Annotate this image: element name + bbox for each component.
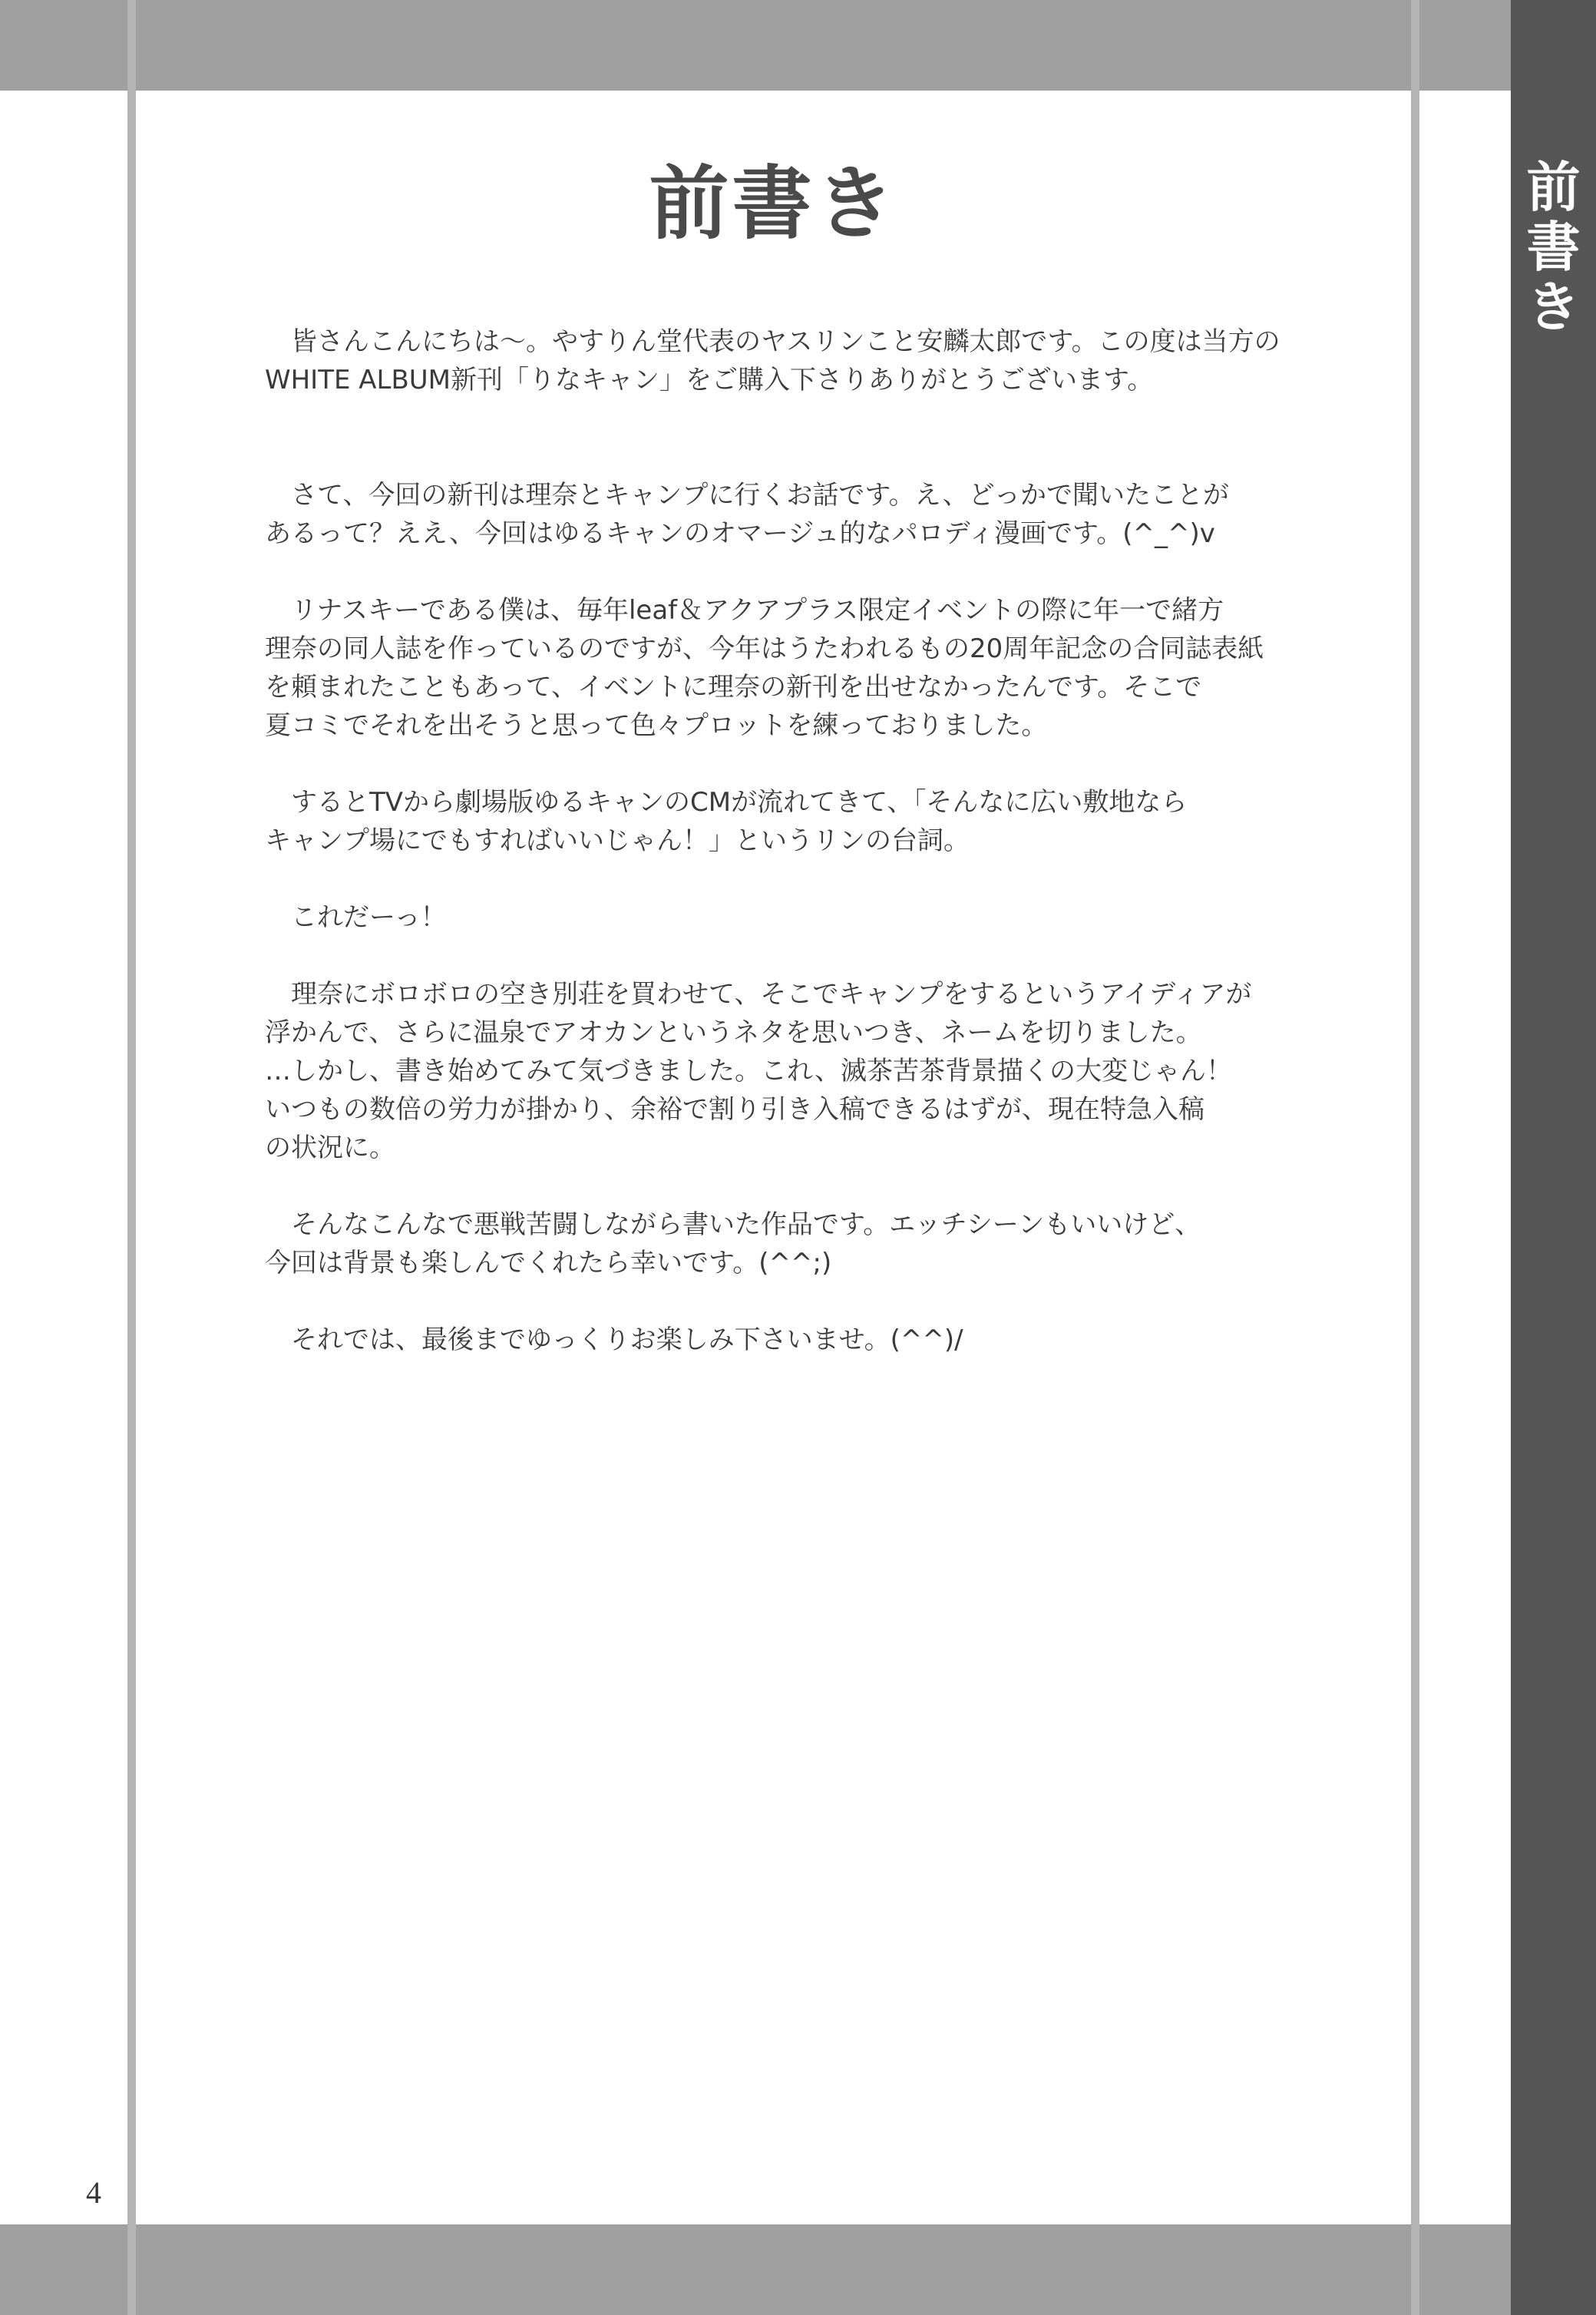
side-decorative-band	[1511, 0, 1596, 2315]
text-line: それでは、最後までゆっくりお楽しみ下さいませ。(^^)/	[265, 1325, 963, 1355]
paragraph	[265, 1321, 1286, 1359]
paragraph	[265, 322, 1286, 399]
top-decorative-band	[0, 0, 1511, 91]
text-line: キャンプ場にでもすればいいじゃん！」というリンの台詞。	[265, 825, 970, 856]
text-line: を頼まれたこともあって、イベントに理奈の新刊を出せなかったんです。そこで	[265, 672, 1202, 703]
text-line: の状況に。	[265, 1133, 395, 1163]
paragraph	[265, 591, 1286, 745]
page-number: 4	[86, 2175, 101, 2210]
page-title: 前書き	[649, 157, 898, 250]
text-line: リナスキーである僕は、毎年leaf＆アクアプラス限定イベントの際に年一で緒方	[265, 595, 1224, 626]
side-title-char: 前	[1526, 156, 1581, 219]
text-line: 理奈にボロボロの空き別荘を買わせて、そこでキャンプをするというアイディアが	[265, 979, 1252, 1010]
text-line: 夏コミでそれを出そうと思って色々プロットを練っておりました。	[265, 710, 1048, 741]
text-line: 皆さんこんにちは～。やすりん堂代表のヤスリンこと安麟太郎です。この度は当方の	[265, 326, 1280, 357]
paragraph	[265, 783, 1286, 860]
text-line: あるって？ええ、今回はゆるキャンのオマージュ的なパロディ漫画です。(^_^)v	[265, 518, 1215, 549]
text-line: するとTVから劇場版ゆるキャンのCMが流れてきて、「そんなに広い敷地なら	[265, 787, 1188, 818]
text-line: 浮かんで、さらに温泉でアオカンというネタを思いつき、ネームを切りました。	[265, 1017, 1202, 1048]
text-line: そんなこんなで悪戦苦闘しながら書いた作品です。エッチシーンもいいけど、	[265, 1209, 1201, 1240]
text-line: さて、今回の新刊は理奈とキャンプに行くお話です。え、どっかで聞いたことが	[265, 480, 1229, 511]
text-line: …しかし、書き始めてみて気づきました。これ、滅茶苦茶背景描くの大変じゃん！	[265, 1056, 1233, 1086]
text-line: 理奈の同人誌を作っているのですが、今年はうたわれるもの20周年記念の合同誌表紙	[265, 633, 1264, 664]
side-title	[1511, 157, 1596, 337]
side-title-char: 書	[1526, 216, 1581, 279]
left-border-line	[127, 0, 136, 2315]
text-line: WHITE ALBUM新刊「りなキャン」をご購入下さりありがとうございます。	[265, 365, 1154, 395]
paragraph	[265, 476, 1286, 553]
text-line: これだーっ！	[265, 902, 447, 933]
right-border-line	[1411, 0, 1419, 2315]
text-line: 今回は背景も楽しんでくれたら幸いです。(^^;)	[265, 1248, 832, 1278]
side-title-char: き	[1526, 276, 1581, 339]
text-line: いつもの数倍の労力が掛かり、余裕で割り引き入稿できるはずが、現在特急入稿	[265, 1094, 1204, 1125]
bottom-decorative-band	[0, 2224, 1511, 2315]
paragraph	[265, 898, 1286, 937]
foreword-body	[265, 322, 1286, 1359]
paragraph	[265, 975, 1286, 1167]
paragraph	[265, 1205, 1286, 1282]
